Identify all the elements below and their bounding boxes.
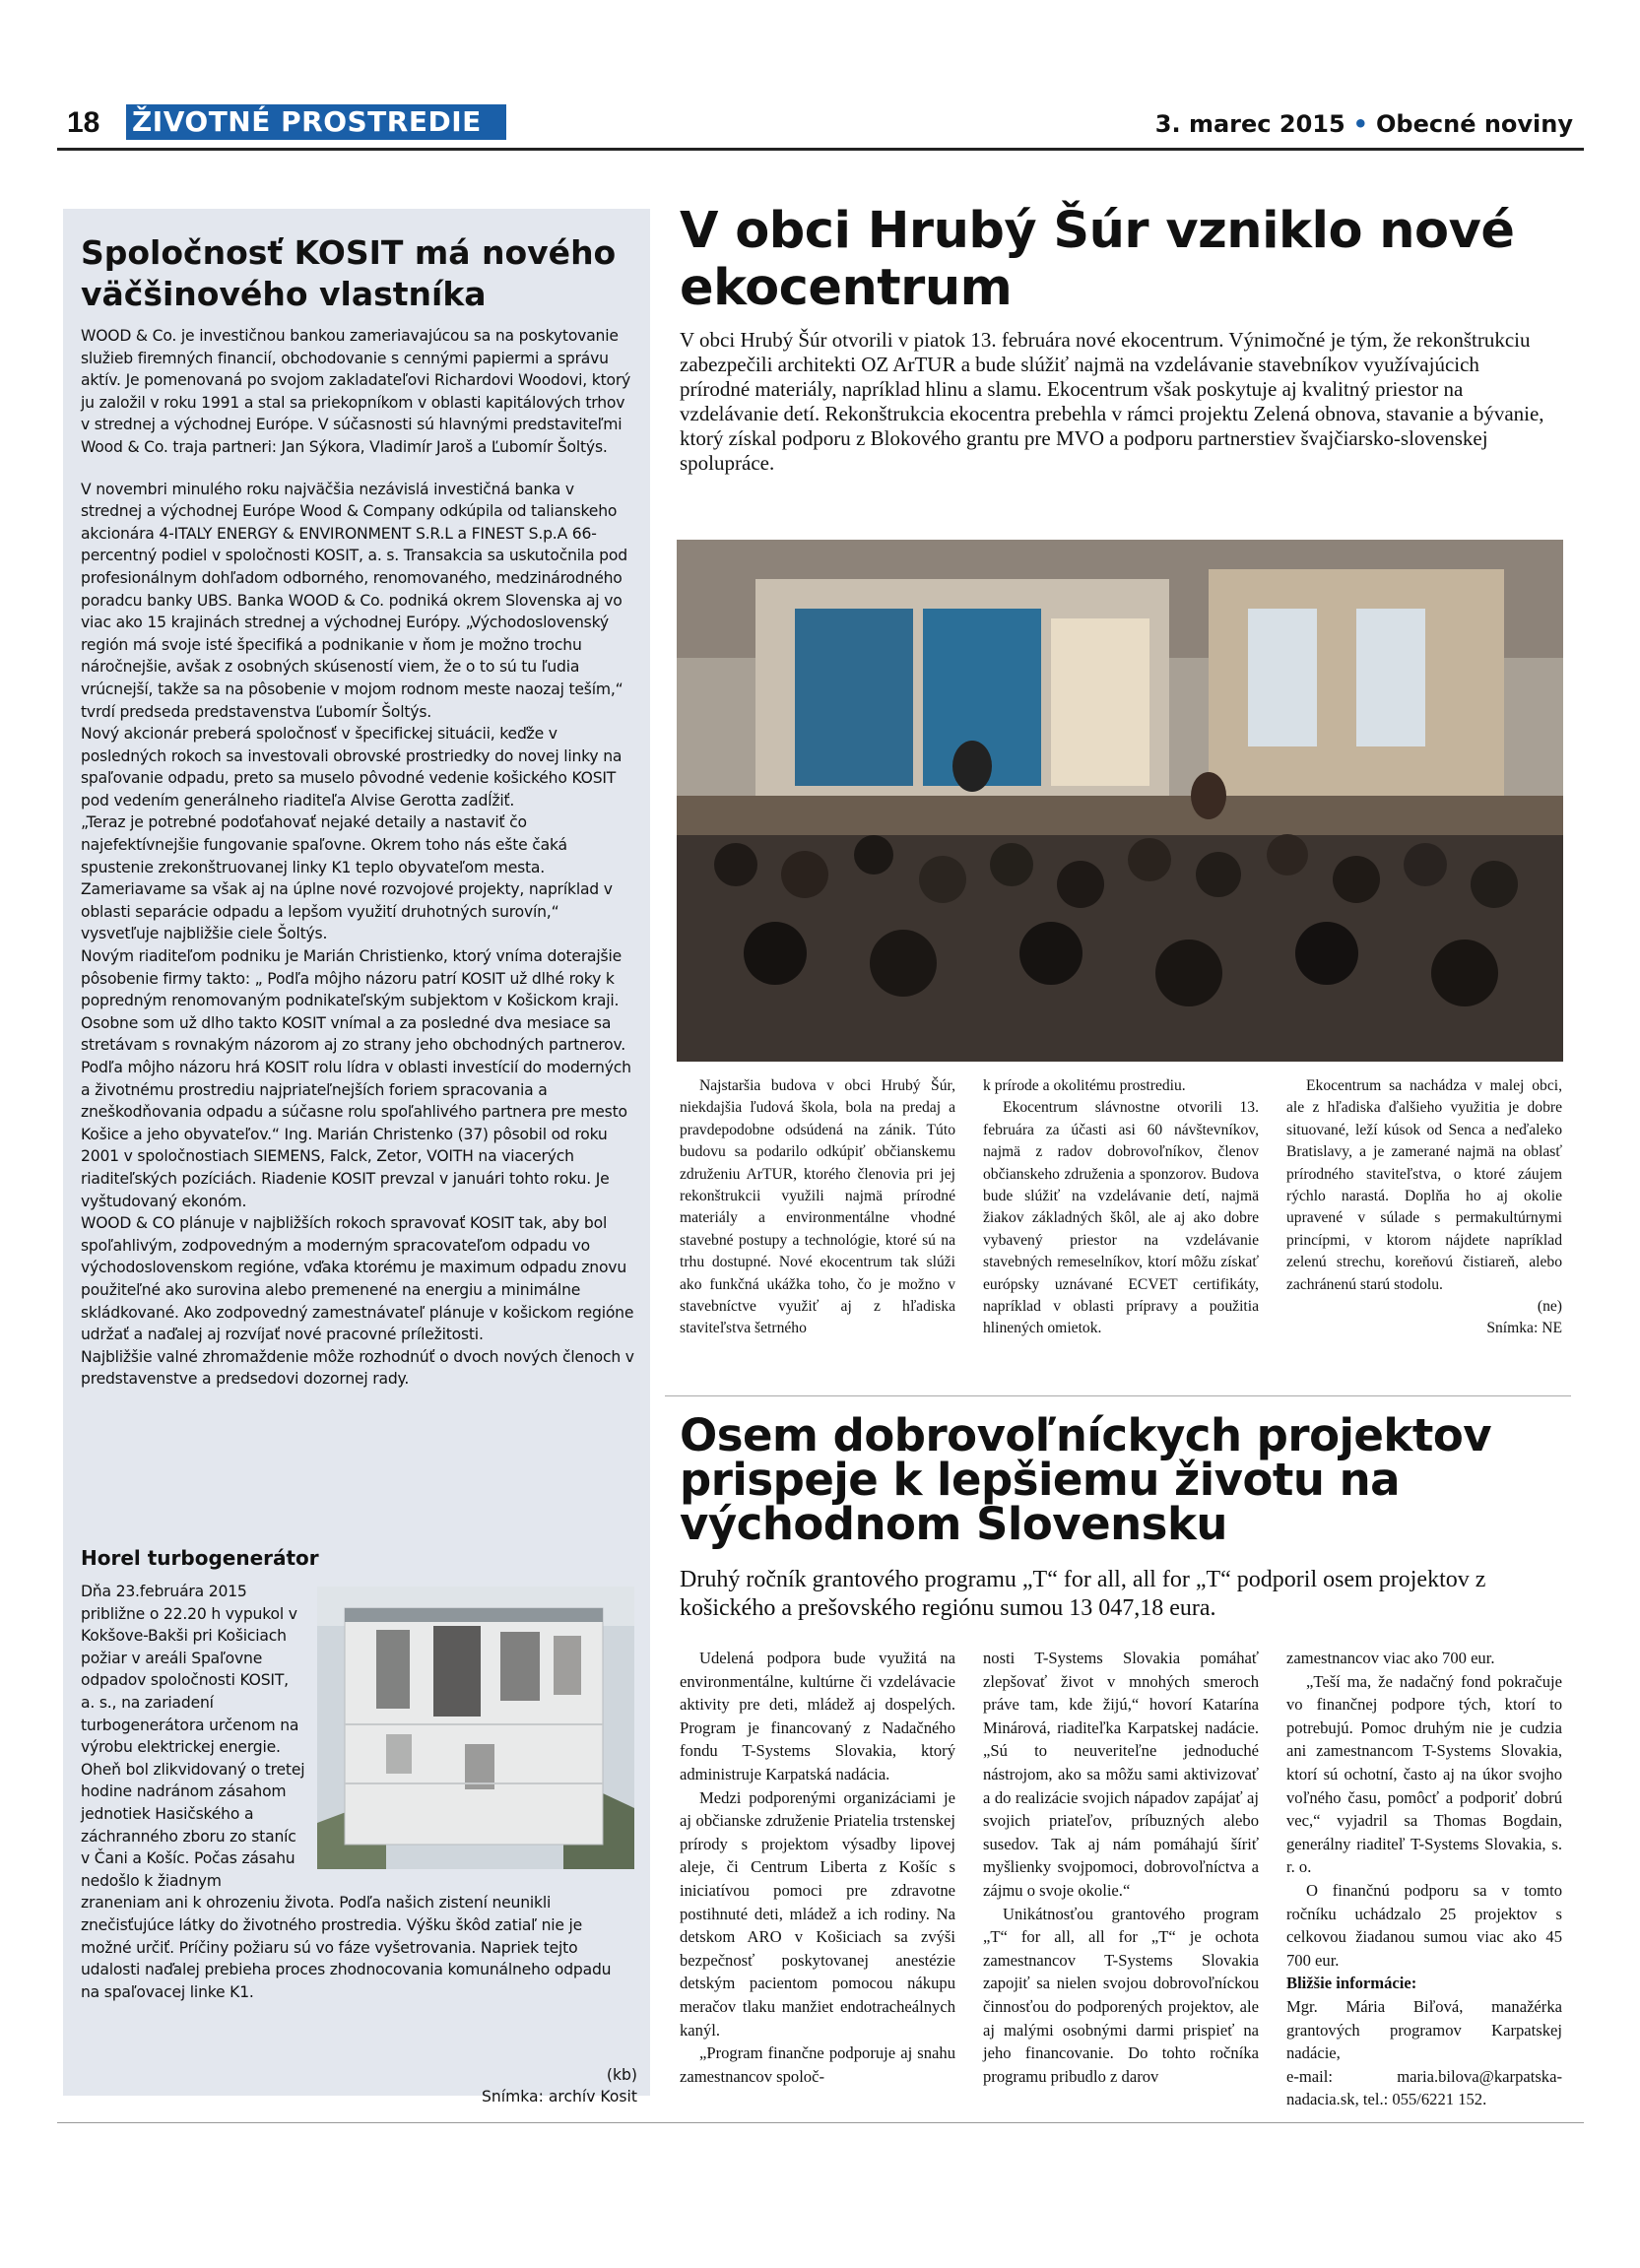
article1-lead: V obci Hrubý Šúr otvorili v piatok 13. februára nové ekocentrum. Výnimočné je tým, že rekonštrukciu zabezpečili architekti OZ ArTUR a bude slúžiť najmä na vzdelávanie stavebníkov využívajúcich prírodné materiály, napríklad hlinu a slamu. Ekocentrum však poskytuje aj kvalitný priestor na vzdelávanie detí. Rekonštrukcia ekocentra prebehla v rámci projektu Zelená obnova, stavanie a bývanie, ktorý získal podporu z Blokového grantu pre MVO a podporu partnerstiev švajčiarsko-slovenskej spolupráce.	[680, 328, 1544, 475]
article2-col3-text-a: zamestnancov viac ako 700 eur.	[1286, 1649, 1495, 1667]
article2-columns	[680, 1647, 1566, 2109]
article1-col2-text-b: Ekocentrum slávnostne otvorili 13. februára za účasti asi 60 návštevníkov, najmä z radov dobrovoľníkov, členov občianskeho združenia a sponzorov. Budova bude slúžiť na vzdelávanie detí, najmä žiakov základných škôl, ale aj ako dobre vybavený priestor na vzdelávanie stavebných remeselníkov, ktorí môžu získať európsky uznávané ECVET certifikáty, napríklad v oblasti prípravy a použitia hlinených omietok.	[983, 1099, 1259, 1337]
article2-column-3	[1286, 1647, 1562, 2111]
footer-rule	[57, 2122, 1584, 2123]
fire-body	[81, 1581, 634, 2003]
article2-info-label: Bližšie informácie:	[1286, 1974, 1417, 1993]
article2-col1-text-b: Medzi podporenými organizáciami je aj občianske združenie Priatelia trstenskej prírody s projektom výsadby lipovej aleje, či Centrum Liberta z Košíc s iniciatívou pomoci pre zdravotne postihnuté deti, mládež a ich rodiny. Na detskom ARO v Košiciach sa zvýši bezpečnosť poskytovanej anestézie detským pacientom pomocou nákupu meračov tlaku manžiet endotracheálnych kanýl.	[680, 1787, 955, 2040]
article2-info-text: Mgr. Mária Biľová, manažérka grantových programov Karpatskej nadácie,	[1286, 1996, 1562, 2063]
article-divider	[665, 1395, 1571, 1396]
sidebar-paragraph: V novembri minulého roku najväčšia nezávislá investičná banka v strednej a východnej Európe Wood & Company odkúpila od talianskeho akcionára 4-ITALY ENERGY & ENVIRONMENT S.R.L a FINEST S.p.A 66-percentný podiel v spoločnosti KOSIT, a. s. Transakcia sa uskutočnila pod profesionálnym dohľadom odborného, renomovaného, medzinárodného poradcu banky UBS. Banka WOOD & Co. podniká okrem Slovenska aj vo viac ako 15 krajinách strednej a východnej Európy. „Východoslovenský región má svoje isté špecifiká a podnikanie v ňom je možno trochu náročnejšie, avšak z osobných skúseností viem, že o to sú tu ľudia vrúcnejší, takže sa na pôsobenie v mojom rodnom meste naozaj teším,“ tvrdí predseda predstavenstva Ľubomír Šoltýs.	[81, 480, 627, 721]
article1-col1-text: Najstaršia budova v obci Hrubý Šúr, niekdajšia ľudová škola, bola na predaj a pravdepodobne odsúdená na zánik. Túto budovu sa podarilo odkúpiť občianskemu združeniu ArTUR, ktorého členovia pri jej rekonštrukcii využili najmä prírodné materiály a environmentálne vhodné stavebné postupy a technológie, ktoré sú na trhu dostupné. Nové ekocentrum tak slúži ako funkčná ukážka toho, čo je možno v stavebníctve využiť aj z hľadiska staviteľstva šetrného	[680, 1077, 955, 1337]
article2-lead: Druhý ročník grantového programu „T“ for all, all for „T“ podporil osem projektov z košického a prešovského regiónu sumou 13 047,18 eura.	[680, 1567, 1486, 1621]
burned-building-photo	[317, 1587, 634, 1869]
article2-col1-text-a: Udelená podpora bude využitá na environmentálne, kultúrne či vzdelávacie aktivity pre deti, mládež aj dospelých. Program je financovaný z Nadačného fondu T-Systems Slovakia, ktorý administruje Karpatská nadácia.	[680, 1649, 955, 1783]
page-number: 18	[67, 106, 100, 139]
sidebar-initials: (kb)	[606, 2066, 637, 2084]
article2-col2-text-a: nosti T-Systems Slovakia pomáhať zlepšovať život v mnohých smeroch práve tam, kde žijú,“ hovorí Katarína Minárová, riaditeľka Karpatskej nadácie. „Sú to neuveriteľne jednoduché nástrojom, ako sa môžu sami aktivizovať a do realizácie svojich nápadov zapájať aj svojich priateľov, príbuzných alebo susedov. Tak aj nám pomáhajú šíriť myšlienky svojpomoci, dobrovoľníctva a zájmu o svoje okolie.“	[983, 1649, 1259, 1900]
ekocentrum-photo	[677, 540, 1563, 1062]
article1-col2-text-a: k prírode a okolitému prostrediu.	[983, 1077, 1186, 1094]
header-rule	[57, 148, 1584, 151]
sidebar-paragraph: WOOD & Co. je investičnou bankou zameriavajúcou sa na poskytovanie služieb firemných financií, obchodovanie s cennými papiermi a správu aktív. Je pomenovaná po svojom zakladateľovi Richardovi Woodovi, ktorý ju založil v roku 1991 a stal sa priekopníkom v oblasti kapitálových trhov v strednej a východnej Európe. V súčasnosti sú hlavnými predstaviteľmi Wood & Co. traja partneri: Jan Sýkora, Vladimír Jaroš a Ľubomír Šoltýs.	[81, 327, 631, 456]
bullet-icon: •	[1352, 110, 1369, 138]
article2-title: Osem dobrovoľníckych projektov prispeje k lepšiemu životu na východnom Slovensku	[680, 1409, 1492, 1550]
article2-col3-text-c: O finančnú podporu sa v tomto ročníku uchádzalo 25 projektov s celkovou žiadanou sumou viac ako 45 700 eur.	[1286, 1880, 1562, 1970]
article1-initials: (ne)	[1537, 1298, 1562, 1316]
article1-column-2	[983, 1075, 1259, 1340]
article1-photo-credit: Snímka: NE	[1486, 1320, 1562, 1337]
article2-col2-text-b: Unikátnosťou grantového program „T“ for all, all for „T“ je ochota zamestnancov T-Systems Slovakia zapojiť sa nielen svojou dobrovoľníckou činnosťou do podporených projektov, ale aj malými osobnými darmi prispieť na jeho financovanie. Do tohto ročníka programu pribudlo z darov	[983, 1904, 1259, 2086]
sidebar-body	[81, 325, 634, 1391]
sidebar-photo-credit: Snímka: archív Kosit	[482, 2088, 637, 2106]
article2-column-2	[983, 1647, 1259, 2088]
sidebar-paragraph: Najbližšie valné zhromaždenie môže rozhodnúť o dvoch nových členoch v predstavenstve a predsedovi dozornej rady.	[81, 1347, 634, 1389]
sidebar-paragraph: Novým riaditeľom podniku je Marián Christienko, ktorý vníma doterajšie pôsobenie firmy takto: „ Podľa môjho názoru patrí KOSIT už dlhé roky k popredným renomovaným podnikateľským subjektom v Košickom kraji. Osobne som už dlho takto KOSIT vnímal a za posledné dva mesiace sa stretávam s rovnakým názorom aj zo strany jeho obchodných partnerov. Podľa môjho názoru hrá KOSIT rolu lídra v oblasti investícií do moderných a životnému prostrediu najpriateľnejších foriem spracovania a zneškodňovania odpadu a súčasne rolu spoľahlivého partnera pre mesto Košice a jeho obyvateľov.“ Ing. Marián Christenko (37) pôsobil od roku 2001 v spoločnostiach SIEMENS, Falck, Zetor, VOITH na viacerých riaditeľských pozíciách. Riadenie KOSIT prevzal v januári tohto roku. Je vyštudovaný ekonóm.	[81, 947, 631, 1210]
article1-columns	[680, 1075, 1566, 1391]
section-tag: ŽIVOTNÉ PROSTREDIE	[126, 104, 506, 140]
issue-date: 3. marec 2015	[1154, 110, 1345, 138]
article1-column-3	[1286, 1075, 1562, 1340]
article2-contact: e-mail: maria.bilova@karpatska-nadacia.sk, tel.: 055/6221 152.	[1286, 2066, 1562, 2109]
article1-title: V obci Hrubý Šúr vzniklo nové ekocentrum	[680, 202, 1515, 317]
article1-col3-text: Ekocentrum sa nachádza v malej obci, ale z hľadiska ďalšieho využitia je dobre situované, leží kúsok od Senca a neďaleko Bratislavy, a je zamerané najmä na oblasť prírodného staviteľstva, o ktoré záujem rýchlo narastá. Doplňa ho aj okolie upravené v súlade s permakultúrnymi princípmi, v ktorom nájdete napríklad zelenú strechu, koreňovú čistiareň, alebo zachránenú starú stodolu.	[1286, 1077, 1562, 1293]
sidebar-paragraph: WOOD & CO plánuje v najbližších rokoch spravovať KOSIT tak, aby bol spoľahlivým, zodpovedným a moderným spracovateľom odpadu vo východoslovenskom regióne, vďaka ktorému je maximum odpadu znovu použiteľné ako surovina alebo premenené na energiu a minimálne skládkované. Ako zodpovedný zamestnávateľ plánuje v košickom regióne udržať a naďalej aj rozvíjať nové pracovné príležitosti.	[81, 1214, 634, 1344]
sidebar-paragraph: „Teraz je potrebné podoťahovať nejaké detaily a nastaviť čo najefektívnejšie fungovanie spaľovne. Okrem toho nás ešte čaká spustenie zrekonštruovanej linky K1 teplo obyvateľom mesta. Zameriavame sa však aj na úplne nové rozvojové projekty, napríklad v oblasti separácie odpadu a lepšom využití druhotných surovín,“ vysvetľuje najbližšie ciele Šoltýs.	[81, 813, 613, 943]
issue-info	[1155, 110, 1573, 138]
publication-name: Obecné noviny	[1376, 110, 1573, 138]
article2-col1-text-c: „Program finančne podporuje aj snahu zamestnancov spoloč-	[680, 2043, 955, 2086]
article2-column-1	[680, 1647, 955, 2088]
fire-text: Dňa 23.februára 2015 približne o 22.20 h vypukol v Kokšove-Bakši pri Košiciach požiar v areáli Spaľovne odpadov spoločnosti KOSIT, a. s., na zariadení turbogenerátora určenom na výrobu elektrickej energie. Oheň bol zlikvidovaný o tretej hodine nadránom zásahom jednotiek Hasičského a záchranného zboru zo staníc v Čani a Košíc. Počas zásahu nedošlo k žiadnym zraneniam ani k ohrozeniu života. Podľa našich zistení neunikli znečisťujúce látky do životného prostredia. Výšku škôd zatiaľ nie je možné určiť. Príčiny požiaru sú vo fáze vyšetrovania. Napriek tejto udalosti naďalej prebieha proces zhodnocovania komunálneho odpadu na spaľovacej linke K1.	[81, 1583, 612, 2001]
article1-column-1	[680, 1075, 955, 1340]
sidebar-paragraph: Nový akcionár preberá spoločnosť v špecifickej situácii, keďže v posledných rokoch sa investovali obrovské prostriedky do novej linky na spaľovanie odpadu, preto sa muselo pôvodné vedenie košického KOSIT pod vedením generálneho riaditeľa Alvise Gerotta zadĺžiť.	[81, 725, 623, 810]
sidebar-credits	[440, 2064, 637, 2107]
fire-subtitle: Horel turbogenerátor	[81, 1546, 319, 1570]
article2-col3-text-b: „Teší ma, že nadačný fond pokračuje vo finančnej podpore tých, ktorí to potrebujú. Pomoc druhým nie je cudzia ani zamestnancom T-Systems Slovakia, ktorí sú ochotní, často aj na úkor svojho voľného času, pomôcť a podporiť dobrú vec,“ vyjadril sa Thomas Bogdain, generálny riaditeľ T-Systems Slovakia, s. r. o.	[1286, 1671, 1562, 1877]
sidebar-title: Spoločnosť KOSIT má nového väčšinového vlastníka	[81, 233, 617, 313]
